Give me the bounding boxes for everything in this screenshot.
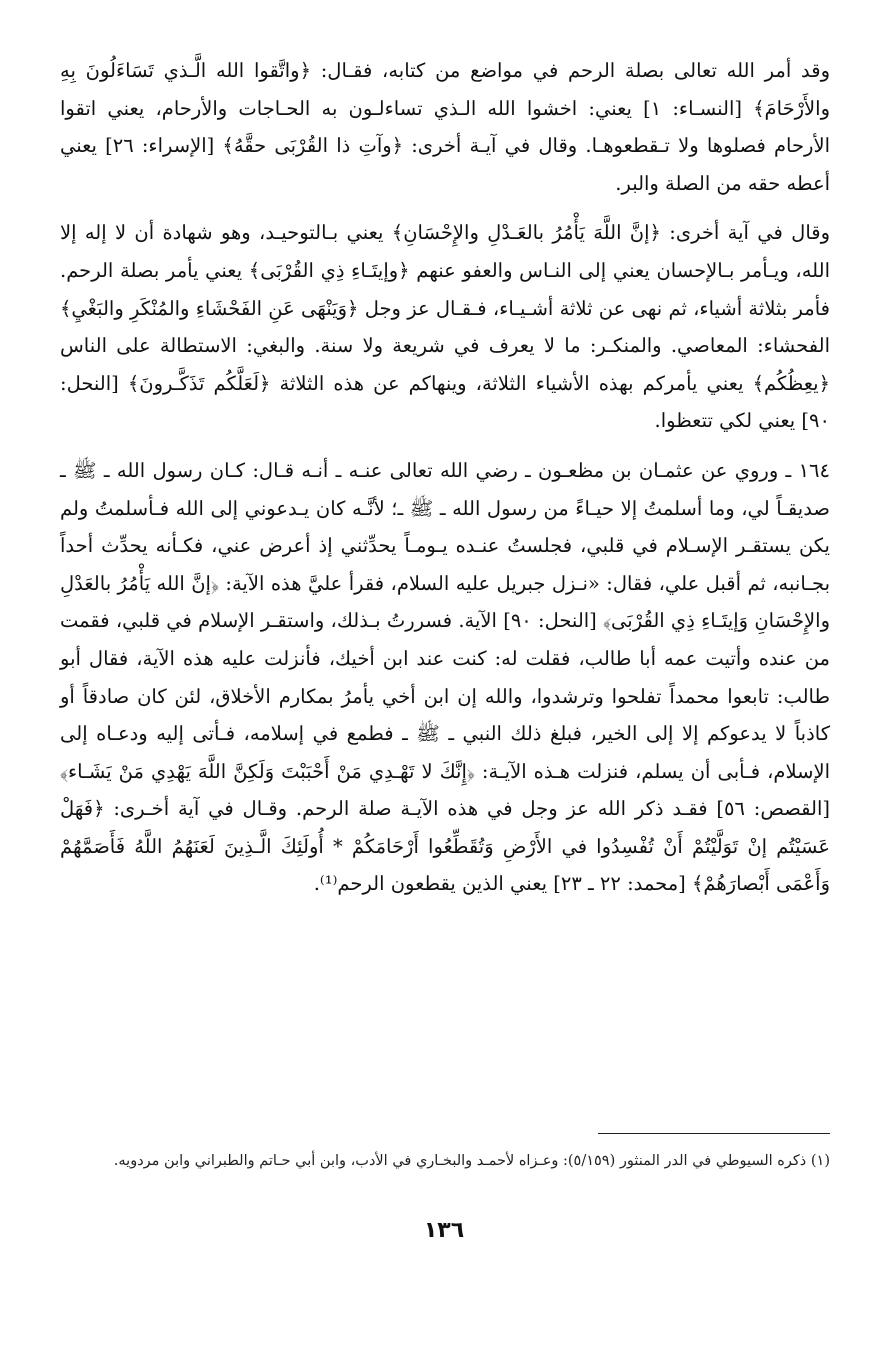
footnote: (١) ذكره السيوطي في الدر المنثور (٥/١٥٩): وعـزاه لأحمـد والبخـاري في الأدب، وابن أبي حـاتم والطبراني وابن مردويه. (113, 1153, 830, 1169)
paragraph-2: وقال في آية أخرى: ﴿إنَّ اللَّهَ يَأْمُرُ بالعَـدْلِ والإِحْسَانِ﴾ يعني بـالتوحيـد، وهو شهادة أن لا إله إلا الله، ويـأمر بـالإحسان يعني إلى النـاس والعفو عنهم ﴿وإيتَـاءِ ذِي القُرْبَى﴾ يعني يأمر بصلة الرحم. فأمر بثلاثة أشياء، ثم نهى عن ثلاثة أشـيـاء، فـقـال عز وجل ﴿وَيَنْهَى عَنِ الفَحْشَاءِ والمُنْكَرِ والبَغْيِ﴾ الفحشاء: المعاصي. والمنكـر: ما لا يعرف في شريعة ولا سنة. والبغي: الاستطالة على الناس ﴿يعِظُكُم﴾ يعني يأمركم بهذه الأشياء الثلاثة، وينهاكم عن هذه الثلاثة ﴿لَعَلَّكُم تَذَكَّـرونَ﴾ [النحل: ٩٠] يعني لكي تتعظوا. (60, 221, 830, 433)
paragraph-1: وقد أمر الله تعالى بصلة الرحم في مواضع من كتابه، فقـال: ﴿واتَّقوا الله الَّـذي تَسَاءَلُونَ بِهِ والأَرْحَامَ﴾ [النسـاء: ١] يعني: اخشوا الله الـذي تساءلـون به الحـاجات والأرحام، يعني اتقوا الأرحام فصلوها ولا تـقطعوهـا. وقال في آيـة أخرى: ﴿وآتِ ذا القُرْبَى حقَّهُ﴾ [الإسراء: ٢٦] يعني أعطه حقه من الصلة والبر. (60, 59, 831, 195)
page-number: ١٣٦ (423, 1218, 465, 1243)
footnote-divider (598, 1133, 830, 1134)
page-body (60, 52, 830, 903)
paragraph-3: ١٦٤ ـ وروي عن عثمـان بن مظعـون ـ رضي الله تعالى عنـه ـ أنـه قـال: كـان رسول الله ـ ﷺ ـ صديقـاً لي، وما أسلمتُ إلا حيـاءً من رسول الله ـ ﷺ ـ؛ لأنَّـه كان يـدعوني إلى الله فـأسلمتُ ولم يكن يستقـر الإسـلام في قلبي، فجلستُ عنـده يـومـاً يحدِّثني إذ أعرض عني، فكـأنه يحدِّث أحداً بجـانبه، ثم أقبل علي، فقال: «نـزل جبريل عليه السلام، فقرأ عليَّ هذه الآية: ﴿إنَّ الله يَأْمُرُ بالعَدْلِ والإِحْسَانِ وَإيتَـاءِ ذِي القُرْبَى﴾ [النحل: ٩٠] الآية. فسررتُ بـذلك، واستقـر الإسلام في قلبي، فقمت من عنده وأتيت عمه أبا طالب، فقلت له: كنت عند ابن أخيك، فأنزلت عليه هذه الآية، فقال أبو طالب: تابعوا محمداً تفلحوا وترشدوا، والله إن ابن أخي يأمرُ بمكارم الأخلاق، لئن كان صادقاً أو كاذباً لا يدعوكم إلا إلى الخير، فبلغ ذلك النبي ـ ﷺ ـ فطمع في إسلامه، فـأتى إليه ودعـاه إلى الإسلام، فـأبى أن يسلم، فنزلت هـذه الآيـة: ﴿إِنَّكَ لا تَهْـدِي مَنْ أَحْبَبْتَ وَلَكِنَّ اللَّهَ يَهْدِي مَنْ يَشَـاء﴾ [القصص: ٥٦] فقـد ذكر الله عز وجل في هذه الآيـة صلة الرحم. وقـال في آية أخـرى: ﴿فَهَلْ عَسَيْتُم إنْ تَوَلَّيْتُمْ أَنْ تُفْسِدُوا في الأَرْضِ وَتُقَطِّعُوا أَرْحَامَكُمْ * أُولَئِكَ الَّـذِينَ لَعَنَهُمُ اللَّهُ فَأَصَمَّهُمْ وَأَعْمَى أَبْصارَهُمْ﴾ [محمد: ٢٢ ـ ٢٣] يعني الذين يقطعون الرحم⁽¹⁾. (60, 458, 830, 896)
